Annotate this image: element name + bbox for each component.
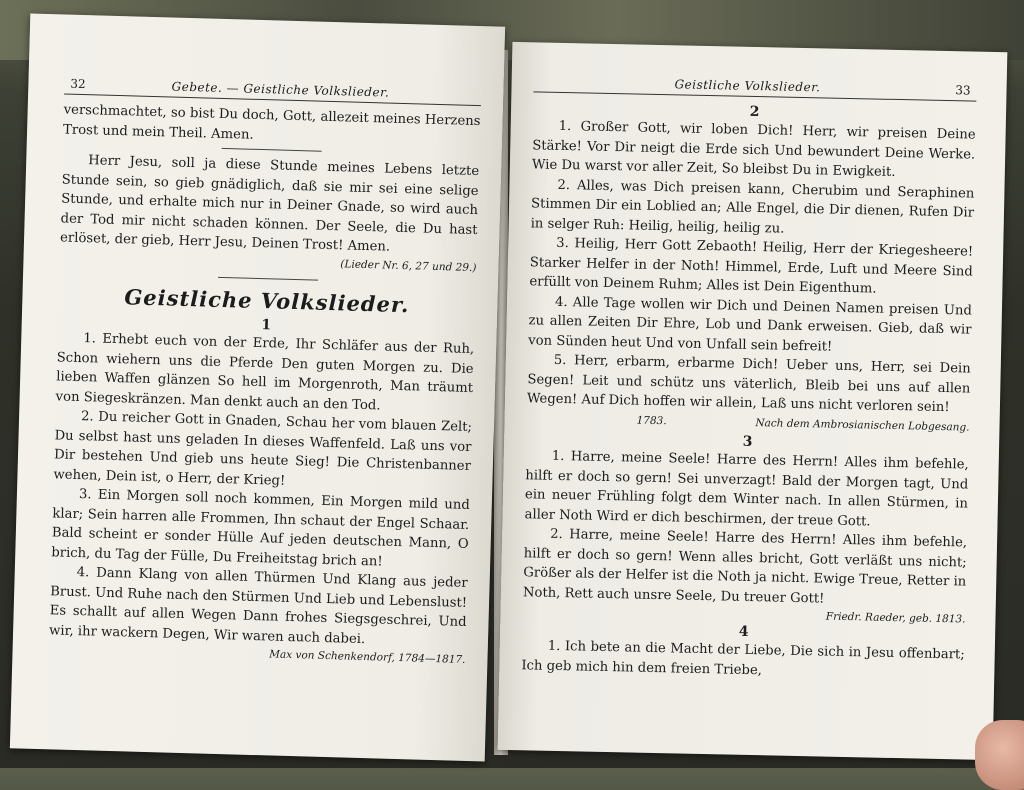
- song-verse: 3. Ein Morgen soll noch kommen, Ein Morgen mild und klar; Sein harren alle Frommen, Ihn schaut der Engel Schaar. Bald scheint er sonder Hülle Auf jeden deutschen Mann, O brich, du Tag der Fülle, Du Freiheitstag brich an!: [51, 487, 470, 570]
- page-number: 33: [955, 83, 971, 98]
- page-number: 32: [70, 76, 86, 92]
- song-verse: 1. Ich bete an die Macht der Liebe, Die sich in Jesu offenbart; Ich geb mich hin dem freien Triebe,: [521, 638, 965, 678]
- divider: [221, 148, 321, 152]
- right-page: [498, 42, 1008, 760]
- song-author: Max von Schenkendorf, 1784—1817.: [269, 648, 466, 666]
- song-number: 4: [738, 623, 749, 640]
- section-title: Geistliche Volkslieder.: [124, 283, 410, 317]
- song-number: 2: [749, 103, 760, 121]
- song-verse: 2. Harre, meine Seele! Harre des Herrn! Alles ihm befehle, hilft er doch so gern! Wenn alles bricht, Gott verläßt uns nicht; Größer als der Helfer ist die Noth ja nicht. Ewige Treue, Retter in Noth, Rett auch unsre Seele, Du treuer Gott!: [522, 526, 968, 607]
- song-number: 1: [261, 317, 272, 334]
- running-head: Geistliche Volkslieder.: [674, 77, 821, 95]
- divider: [218, 276, 318, 280]
- running-head: Gebete. — Geistliche Volkslieder.: [171, 79, 390, 100]
- song-source: Nach dem Ambrosianischen Lobgesang.: [755, 416, 970, 434]
- song-year: 1783.: [636, 414, 667, 427]
- song-verse: 1. Großer Gott, wir loben Dich! Herr, wir preisen Deine Stärke! Vor Dir neigt die Erde sich Und bewundert Deine Werke. Wie Du warst vor aller Zeit, So bleibst Du in Ewigkeit.: [531, 118, 976, 180]
- thumb: [975, 720, 1024, 790]
- prayer-end-text: verschmachtet, so bist Du doch, Gott, allezeit meines Herzens Trost und mein Theil. Amen.: [62, 102, 481, 143]
- song-verse: 5. Herr, erbarm, erbarme Dich! Ueber uns, Herr, sei Dein Segen! Leit und schütz uns väterlich, Bleib bei uns auf allen Wegen! Auf Dich hoffen wir allein, Laß uns nicht verloren sein!: [526, 352, 971, 416]
- prayer-reference: (Lieder Nr. 6, 27 und 29.): [340, 257, 477, 274]
- song-author: Friedr. Raeder, geb. 1813.: [825, 610, 966, 626]
- song-verse: 2. Du reicher Gott in Gnaden, Schau her vom blauen Zelt; Du selbst hast uns geladen In dieses Waffenfeld. Laß uns vor Dir bestehen Und gieb uns heute Sieg! Die Christenbanner wehen, Dein ist, o Herr, der Krieg!: [53, 409, 473, 489]
- left-page-header: [64, 76, 481, 105]
- song-verse: 3. Heilig, Herr Gott Zebaoth! Heilig, Herr der Kriegesheere! Starker Helfer in der Noth! Himmel, Erde, Luft und Meere Sind erfüllt von Deinem Ruhm; Alles ist Dein Eigenthum.: [529, 235, 974, 297]
- song-verse: 2. Alles, was Dich preisen kann, Cherubim und Seraphinen Stimmen Dir ein Loblied an; Alle Engel, die Dir dienen, Rufen Dir in selger Ruh: Heilig, heilig, heilig zu.: [530, 177, 975, 237]
- left-page: [10, 14, 505, 762]
- song-verse: 4. Dann Klang von allen Thürmen Und Klang aus jeder Brust. Und Ruhe nach den Stürmen Und Lieb und Lebenslust! Es schallt auf allen Wegen Dann frohes Siegsgeschrei, Und wir, ihr wackern Degen, Wir waren auch dabei.: [48, 565, 468, 647]
- song-verse: 1. Harre, meine Seele! Harre des Herrn! Alles ihm befehle, hilft er doch so gern! Sei unverzagt! Bald der Morgen tagt, Und ein neuer Frühling folgt dem Winter nach. In allen Stürmen, in aller Noth Wird er dich beschirmen, der treue Gott.: [524, 448, 969, 529]
- song-verse: 1. Erhebt euch von der Erde, Ihr Schläfer aus der Ruh, Schon wiehern uns die Pferde Den guten Morgen zu. Die lieben Waffen glänzen So hell im Morgenroth, Man träumt von Siegeskränzen. Man denkt auch an den Tod.: [55, 331, 475, 413]
- song-number: 3: [742, 433, 753, 451]
- song-verse: 4. Alle Tage wollen wir Dich und Deinen Namen preisen Und zu allen Zeiten Dir Ehre, Lob und Dank erweisen. Gieb, daß wir von Sünden heut Und von Unfall sein befreit!: [528, 294, 973, 355]
- prayer-text: Herr Jesu, soll ja diese Stunde meines Lebens letzte Stunde sein, so gieb gnädiglich, daß sie mir sei eine selige Stunde, und erhalte mich nur in Deiner Gnade, so wird auch der Tod mir nicht schaden können. Der Seele, die Du hast erlöset, der gieb, Herr Jesu, Deinen Trost! Amen.: [59, 153, 480, 255]
